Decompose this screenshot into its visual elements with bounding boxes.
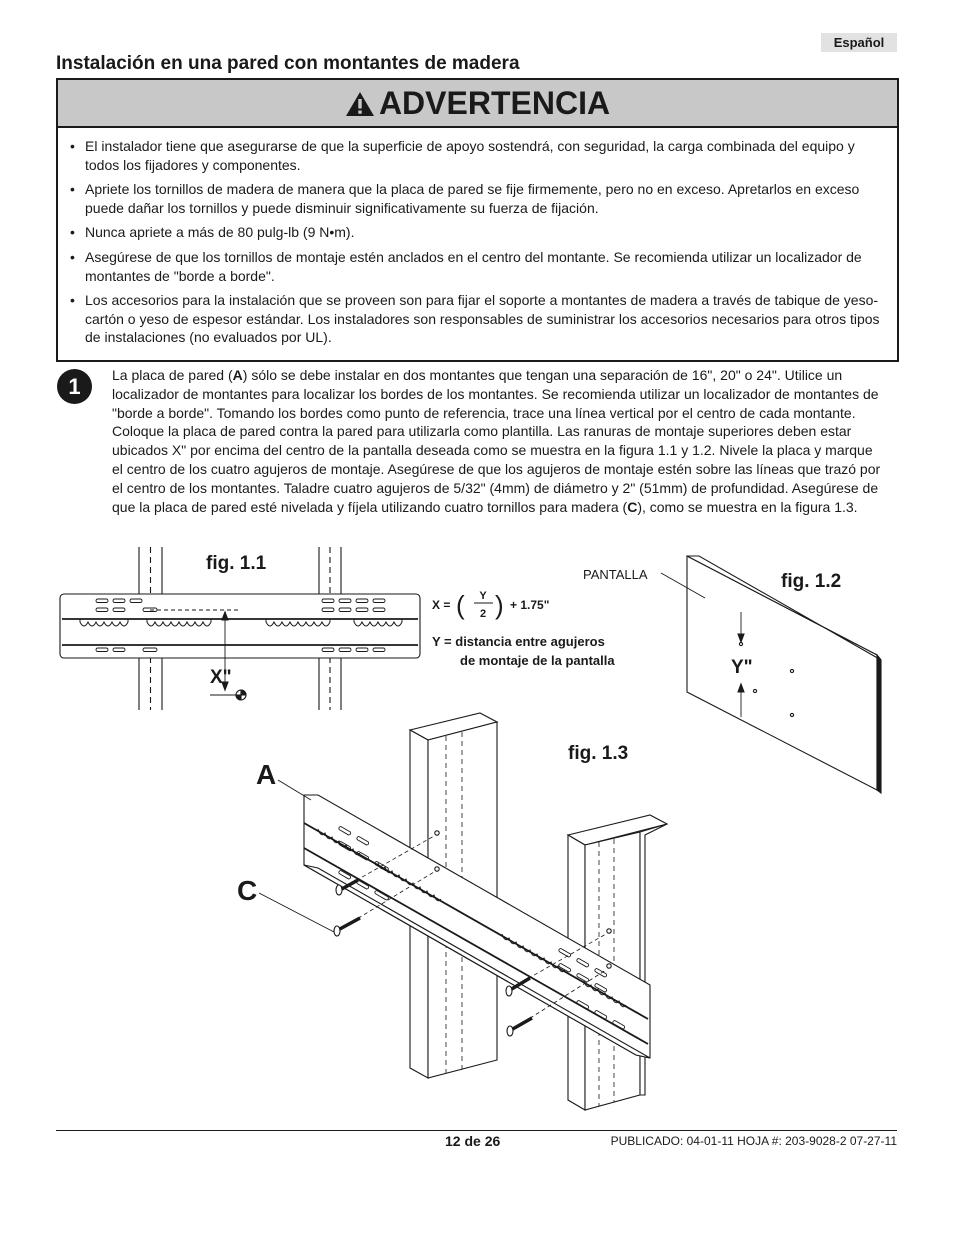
- formula-denominator: 2: [479, 608, 487, 620]
- screen-label: PANTALLA: [583, 567, 648, 582]
- warning-bullet: • Los accesorios para la instalación que se proveen son para fijar el soporte a montantes de madera a través de tabique de yeso-cartón o yeso de espesor estándar. Los instaladores son responsables de suministrar los accesorios necesarios para otros tipos de instalaciones (no evaluados por UL).: [84, 291, 883, 347]
- step-instructions: La placa de pared (A) sólo se debe instalar en dos montantes que tengan una separación de 16", 20" o 24". Utilice un localizador de montantes para localizar los bordes de los montantes. Se recomienda utilizar un localizador de montantes de "borde a borde". Tomando los bordes como punto de referencia, trace una línea vertical por el centro de cada montante. Coloque la placa de pared contra la pared para utilizarla como plantilla. Las ranuras de montaje superiores deben estar ubicados X" por encima del centro de la pantalla deseada como se muestra en la figura 1.1 y 1.2. Nivele la placa y marque el centro de los cuatro agujeros de montaje. Asegúrese de que los agujeros de montaje estén sobre las líneas que trazó por el centro de los montantes. Taladre cuatro agujeros de 5/32" (4mm) de diámetro y 2" (51mm) de profundidad. Asegúrese de que la placa de pared esté nivelada y fíjela utilizando cuatro tornillos para madera (C), como se muestra en la figura 1.3.: [112, 367, 881, 515]
- warning-triangle-icon: [345, 91, 375, 117]
- warning-box: [56, 78, 899, 362]
- warning-bullet: • Nunca apriete a más de 80 pulg-lb (9 N•m).: [84, 223, 883, 242]
- fig-1-2-drawing: [661, 556, 881, 793]
- formula-x-equals: X =: [432, 598, 451, 612]
- formula-definition-1: Y = distancia entre agujeros: [432, 634, 605, 649]
- x-dimension-label: X": [210, 667, 232, 688]
- formula-definition-2: de montaje de la pantalla: [460, 653, 615, 668]
- warning-title: ADVERTENCIA: [378, 85, 611, 121]
- fig-1-3-label: fig. 1.3: [568, 743, 629, 764]
- formula-paren-open: (: [456, 590, 465, 620]
- callout-a: A: [256, 759, 277, 790]
- language-tag: Español: [821, 33, 897, 52]
- page-number: 12 de 26: [445, 1133, 501, 1149]
- y-dimension-label: Y": [731, 657, 753, 678]
- ref-c: C: [627, 498, 638, 515]
- fig-1-1-label: fig. 1.1: [206, 553, 267, 574]
- ref-a: A: [232, 367, 243, 383]
- fig-1-3-drawing: [259, 713, 667, 1110]
- footer-rule: [56, 1130, 897, 1131]
- warning-bullet: • El instalador tiene que asegurarse de que la superficie de apoyo sostendrá, con seguridad, la carga combinada del equipo y todos los fijadores y componentes.: [84, 137, 883, 174]
- warning-list: [58, 128, 897, 347]
- warning-header: [58, 80, 897, 128]
- step-number-badge: 1: [57, 369, 92, 404]
- formula-numerator: Y: [479, 590, 487, 602]
- formula-plus: + 1.75": [510, 598, 550, 612]
- figures-area: [0, 540, 954, 1125]
- warning-bullet: • Apriete los tornillos de madera de manera que la placa de pared se fije firmemente, pero no en exceso. Apretarlos en exceso puede dañar los tornillos y puede disminuir significativamente su fuerza de fijación.: [84, 180, 883, 217]
- formula-paren-close: ): [495, 590, 504, 620]
- warning-bullet: • Asegúrese de que los tornillos de montaje estén anclados en el centro del montante. Se recomienda utilizar un localizador de montantes de "borde a borde".: [84, 248, 883, 285]
- section-title: Instalación en una pared con montantes de madera: [56, 53, 520, 74]
- fig-1-2-label: fig. 1.2: [781, 571, 842, 592]
- publication-info: PUBLICADO: 04-01-11 HOJA #: 203-9028-2 07-27-11: [610, 1134, 897, 1148]
- callout-c: C: [237, 875, 258, 906]
